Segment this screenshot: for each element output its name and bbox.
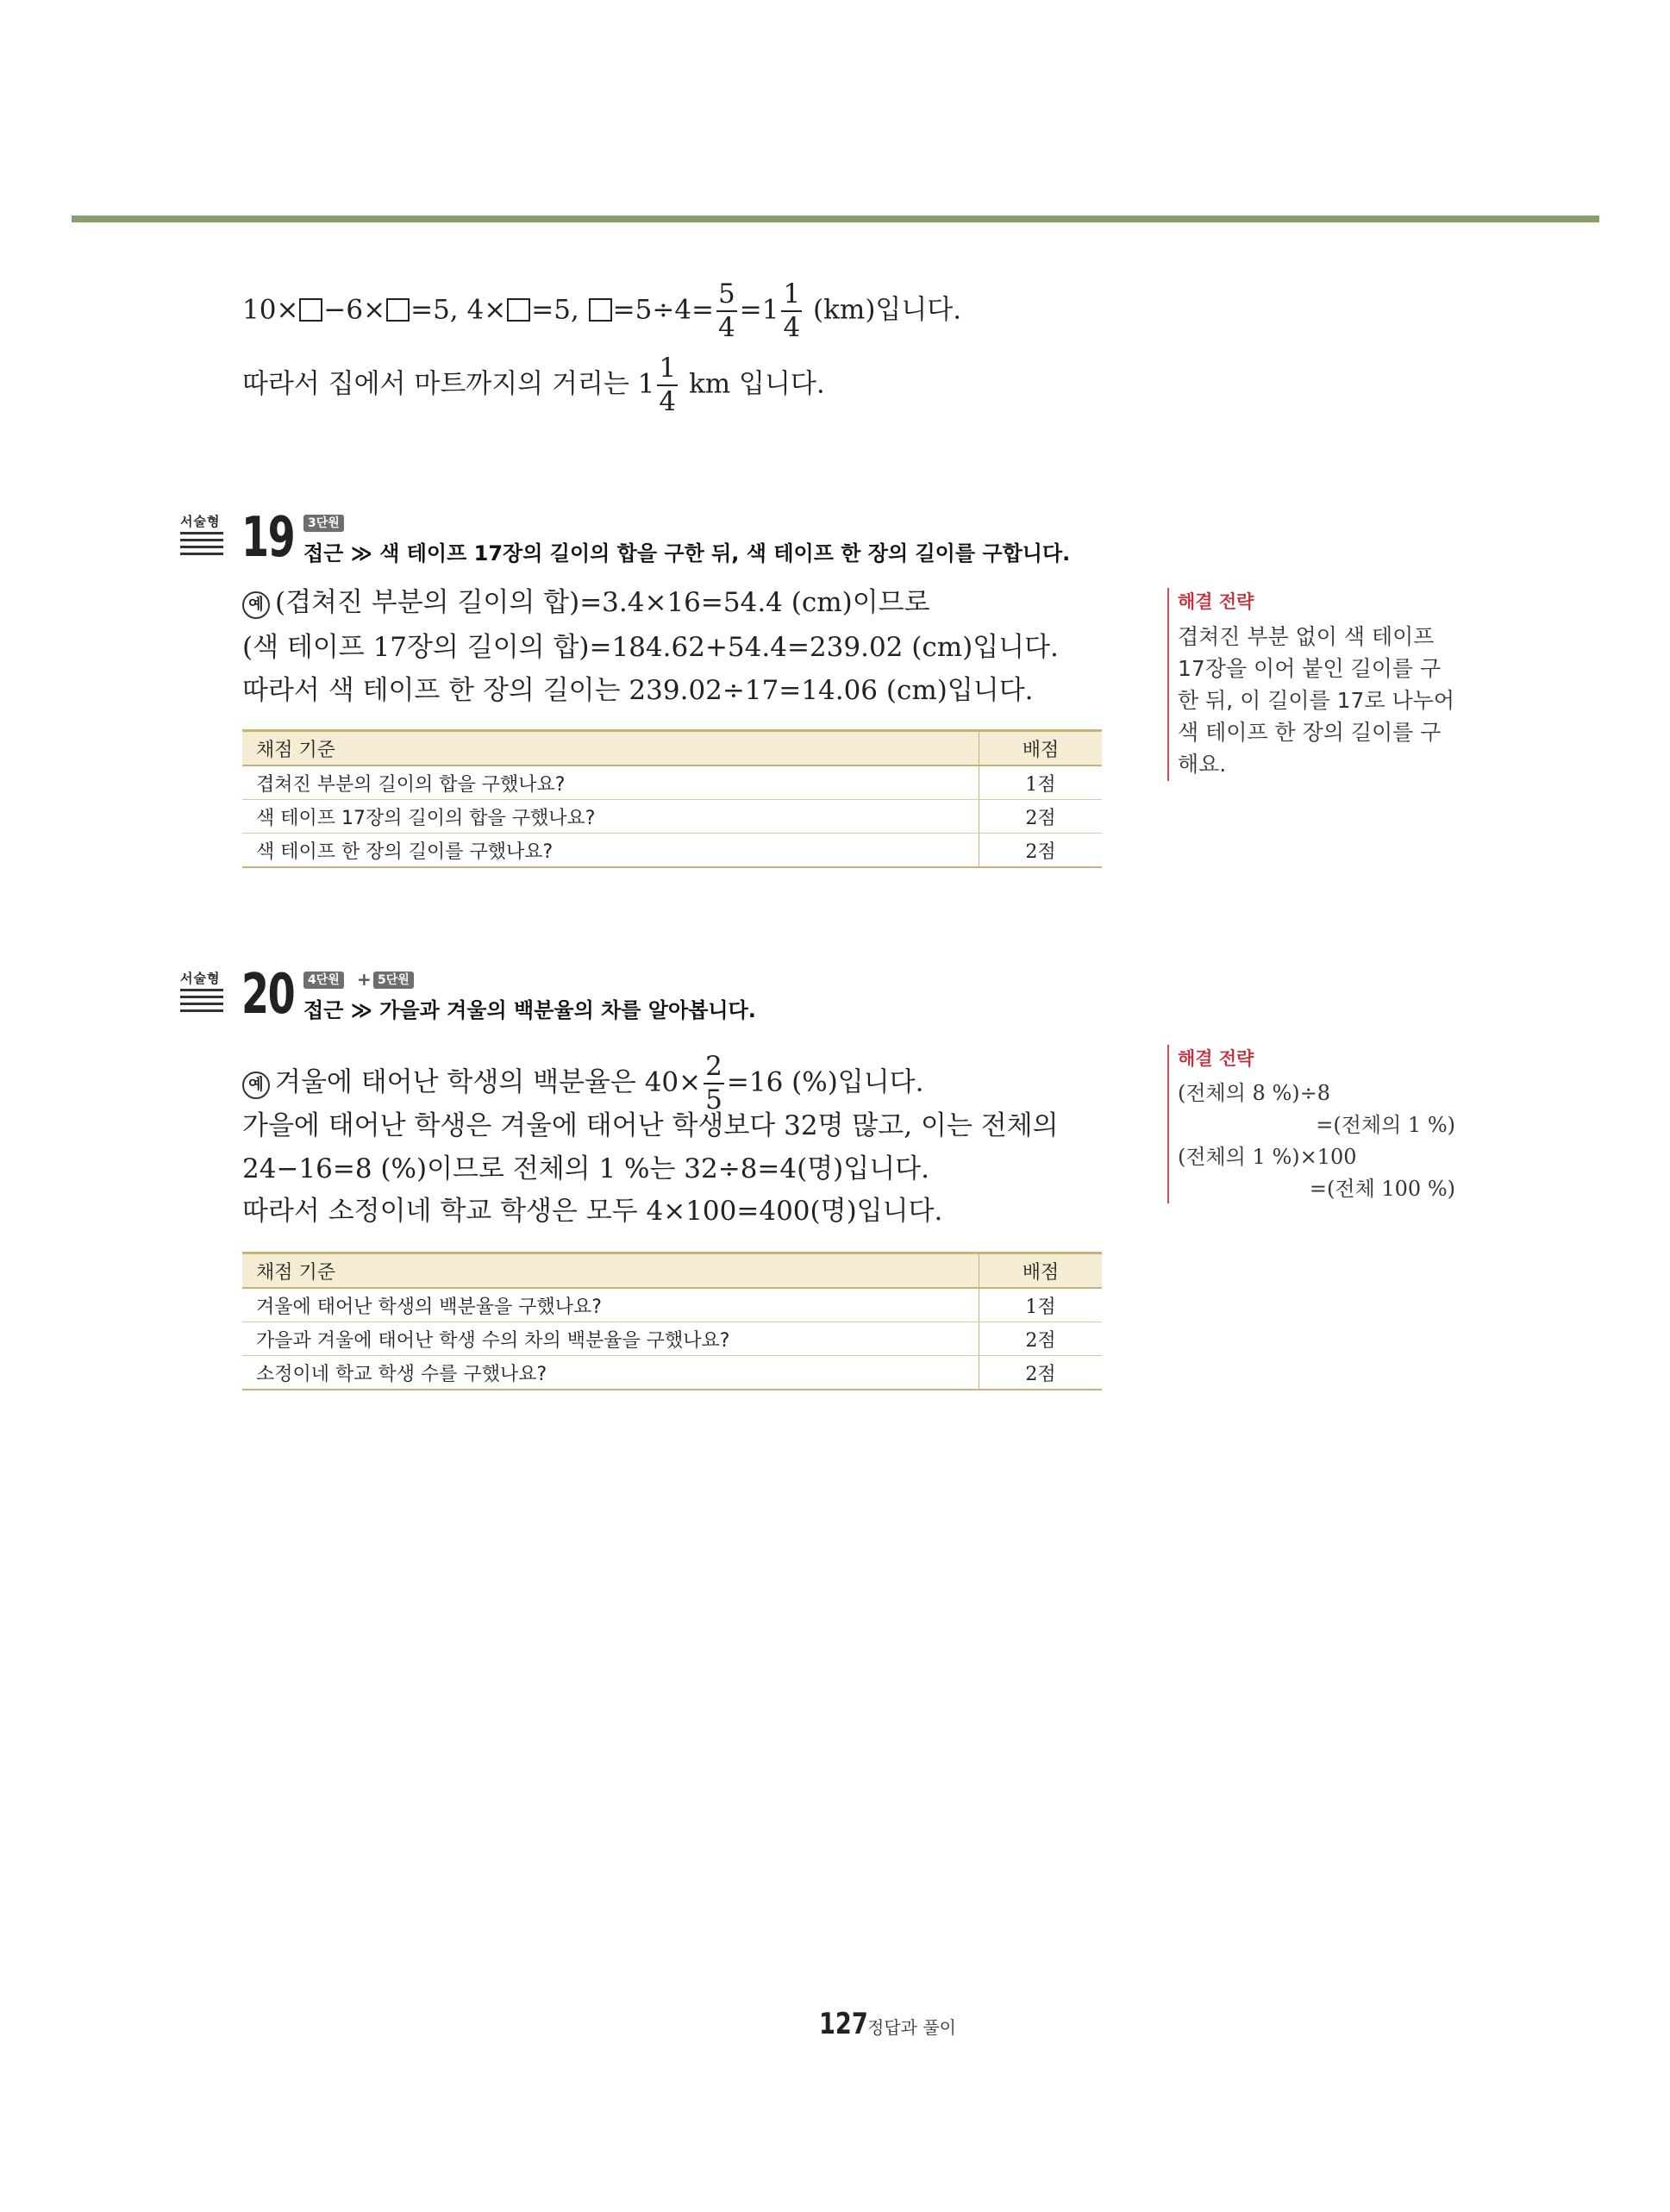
criteria-cell: 가을과 겨울에 태어난 학생 수의 차의 백분율을 구했나요? [242,1322,979,1356]
scoring-table-header [242,1253,1102,1289]
table-row [242,800,1102,834]
strategy-note [1167,1045,1455,1203]
points-cell: 2점 [979,1356,1103,1390]
criteria-cell: 색 테이프 한 장의 길이를 구했나요? [242,834,979,868]
question-tag-lines [180,989,223,1016]
table-row [242,1288,1102,1322]
points-cell: 1점 [979,1288,1103,1322]
example-mark: 예 [242,1072,270,1099]
fraction: $\frac{5}{4}$ [718,278,735,343]
criteria-cell: 겨울에 태어난 학생의 백분율을 구했나요? [242,1288,979,1322]
approach-text: 접근 ≫ 색 테이프 17장의 길이의 합을 구한 뒤, 색 테이프 한 장의 길이를 구합니다. [303,541,1071,565]
table-row [242,1322,1102,1356]
solution-line-1: 예 겨울에 태어난 학생의 백분율은 40× $\frac{2}{5}$ =16 (%)입니다. [242,1053,924,1114]
criteria-header: 채점 기준 [242,1253,979,1289]
scoring-table-header [242,731,1102,766]
solution-line-3: 따라서 색 테이프 한 장의 길이는 239.02÷17=14.06 (cm)입니다. [242,675,1034,706]
question-type-tag: 서술형 [180,514,221,529]
question-type-tag: 서술형 [180,971,221,986]
solution-line-2: (색 테이프 17장의 길이의 합)=184.62+54.4=239.02 (cm)입니다. [242,632,1059,663]
intro-equation: 10× −6× =5, 4× =5, =5÷4= $\frac{5}{4}$ =1 $\frac{1}{4}$ (km)입니다. [242,278,962,343]
example-mark: 예 [242,591,270,619]
question-tag-lines [180,532,223,559]
strategy-note [1167,588,1455,781]
unit-badge: 3단원 [303,515,344,532]
strategy-line: =(전체 100 %) [1309,1177,1455,1201]
points-header: 배점 [979,1253,1103,1289]
solution-line-2: 가을에 태어난 학생은 겨울에 태어난 학생보다 32명 많고, 이는 전체의 [242,1110,1059,1141]
scoring-table [242,1252,1102,1390]
points-cell: 2점 [979,800,1103,834]
solution-line-1: 예 (겹쳐진 부분의 길이의 합)=3.4×16=54.4 (cm)이므로 [242,590,930,619]
scoring-table [242,729,1102,868]
blank-box [507,298,530,322]
table-row [242,834,1102,868]
fraction: $\frac{1}{4}$ [659,353,677,417]
strategy-line: =(전체의 1 %) [1316,1113,1455,1137]
strategy-title: 해결 전략 [1178,591,1254,612]
criteria-header: 채점 기준 [242,731,979,766]
solution-line-3: 24−16=8 (%)이므로 전체의 1 %는 32÷8=4(명)입니다. [242,1153,929,1184]
table-row [242,765,1102,800]
question-number: 19 [241,506,295,570]
unit-badge: 4단원 [303,972,344,989]
fraction: $\frac{1}{4}$ [783,278,801,343]
blank-box [386,298,410,322]
criteria-cell: 색 테이프 17장의 길이의 합을 구했나요? [242,800,979,834]
points-cell: 1점 [979,765,1103,800]
points-header: 배점 [979,731,1103,766]
points-cell: 2점 [979,834,1103,868]
strategy-line: (전체의 1 %)×100 [1178,1145,1357,1169]
blank-box [589,298,612,322]
strategy-body: 겹쳐진 부분 없이 색 테이프 17장을 이어 붙인 길이를 구한 뒤, 이 길이를 17로 나누어 색 테이프 한 장의 길이를 구해요. [1178,624,1454,777]
intro-conclusion: 따라서 집에서 마트까지의 거리는 1 $\frac{1}{4}$ km 입니다. [242,353,825,417]
top-rule [72,216,1599,222]
points-cell: 2점 [979,1322,1103,1356]
solution-line-4: 따라서 소정이네 학교 학생은 모두 4×100=400(명)입니다. [242,1196,943,1227]
criteria-cell: 소정이네 학교 학생 수를 구했나요? [242,1356,979,1390]
fraction: $\frac{2}{5}$ [705,1051,722,1115]
page-label: 정답과 풀이 [867,2017,956,2038]
approach-text: 접근 ≫ 가을과 겨울의 백분율의 차를 알아봅니다. [303,998,756,1022]
criteria-cell: 겹쳐진 부분의 길이의 합을 구했나요? [242,765,979,800]
unit-badge: 5단원 [373,972,414,989]
plus-sign: + [357,969,372,990]
table-row [242,1356,1102,1390]
strategy-title: 해결 전략 [1178,1048,1254,1069]
page-number: 127 [819,2007,868,2041]
blank-box [299,298,322,322]
question-number: 20 [241,963,295,1027]
strategy-line: (전체의 8 %)÷8 [1178,1081,1330,1105]
